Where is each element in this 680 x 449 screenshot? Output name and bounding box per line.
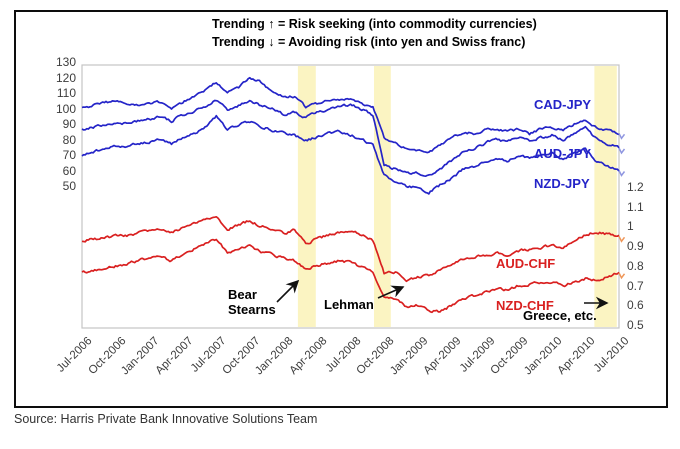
line-tail-mark xyxy=(619,236,625,241)
y-axis-tick-right: 0.7 xyxy=(627,278,644,293)
event-band xyxy=(374,66,391,327)
x-axis-tick: Apr-2007 xyxy=(153,335,196,377)
y-axis-tick-left: 100 xyxy=(55,101,76,116)
x-axis-tick: Apr-2009 xyxy=(421,335,464,377)
y-axis-tick-left: 70 xyxy=(62,148,76,162)
series-label-cad-jpy: CAD-JPY xyxy=(534,97,592,112)
x-axis-tick: Jan-2008 xyxy=(253,335,296,378)
y-axis-tick-left: 80 xyxy=(62,132,76,147)
trending-up-note: Trending ↑ = Risk seeking (into commodity currencies) xyxy=(212,17,537,31)
line-tail-mark xyxy=(619,171,625,176)
x-axis-tick: Jul-2008 xyxy=(323,335,363,375)
series-lines xyxy=(82,78,625,313)
line-aud-chf xyxy=(82,217,619,281)
x-axis-tick: Jul-2007 xyxy=(189,335,229,375)
y-axis-tick-left: 50 xyxy=(62,179,76,193)
x-axis-tick: Jan-2007 xyxy=(119,335,162,378)
x-axis-tick: Jan-2009 xyxy=(387,335,431,378)
annotation-bear-stearns: Bear Stearns xyxy=(228,287,276,317)
event-band xyxy=(298,66,316,327)
y-axis-tick-right: 1.1 xyxy=(627,199,644,214)
x-axis-tick: Oct-2008 xyxy=(354,335,397,377)
line-cad-jpy xyxy=(82,78,619,153)
x-axis-tick: Apr-2008 xyxy=(287,335,330,377)
line-tail-mark xyxy=(619,148,625,153)
x-axis-tick: Jul-2006 xyxy=(54,335,95,375)
x-axis-tick: Jul-2009 xyxy=(457,335,498,375)
series-label-nzd-chf: NZD-CHF xyxy=(496,298,554,313)
source-credit: Source: Harris Private Bank Innovative Solutions Team xyxy=(14,412,318,426)
bear-stearns-arrow xyxy=(277,281,298,302)
y-axis-tick-right: 0.5 xyxy=(627,318,644,332)
event-band xyxy=(594,66,616,327)
y-axis-tick-right: 0.6 xyxy=(627,298,644,313)
x-axis-tick: Jul-2010 xyxy=(591,335,632,375)
x-axis-tick: Oct-2007 xyxy=(220,335,263,377)
series-label-nzd-jpy: NZD-JPY xyxy=(534,176,590,191)
x-axis-tick: Oct-2009 xyxy=(488,335,531,377)
y-axis-tick-right: 1.2 xyxy=(627,180,644,194)
y-axis-tick-left: 110 xyxy=(56,86,76,100)
x-axis-tick: Oct-2006 xyxy=(86,335,129,377)
series-label-aud-chf: AUD-CHF xyxy=(496,256,556,271)
y-axis-tick-right: 1 xyxy=(627,219,634,234)
line-tail-mark xyxy=(619,273,625,278)
y-axis-tick-left: 120 xyxy=(55,70,76,85)
y-axis-tick-right: 0.9 xyxy=(627,239,644,254)
y-axis-tick-right: 0.8 xyxy=(627,258,644,273)
x-axis-tick: Jan-2010 xyxy=(521,335,565,378)
y-axis-tick-left: 60 xyxy=(62,163,76,178)
y-axis-tick-left: 130 xyxy=(55,55,76,69)
trending-down-note: Trending ↓ = Avoiding risk (into yen and Swiss franc) xyxy=(212,35,526,49)
series-label-aud-jpy: AUD-JPY xyxy=(534,146,592,161)
annotation-lehman: Lehman xyxy=(324,297,374,312)
line-tail-mark xyxy=(619,133,625,138)
y-axis-tick-left: 90 xyxy=(62,117,76,131)
x-axis-tick: Apr-2010 xyxy=(555,335,598,377)
annotation-greece: Greece, etc. xyxy=(523,308,597,323)
